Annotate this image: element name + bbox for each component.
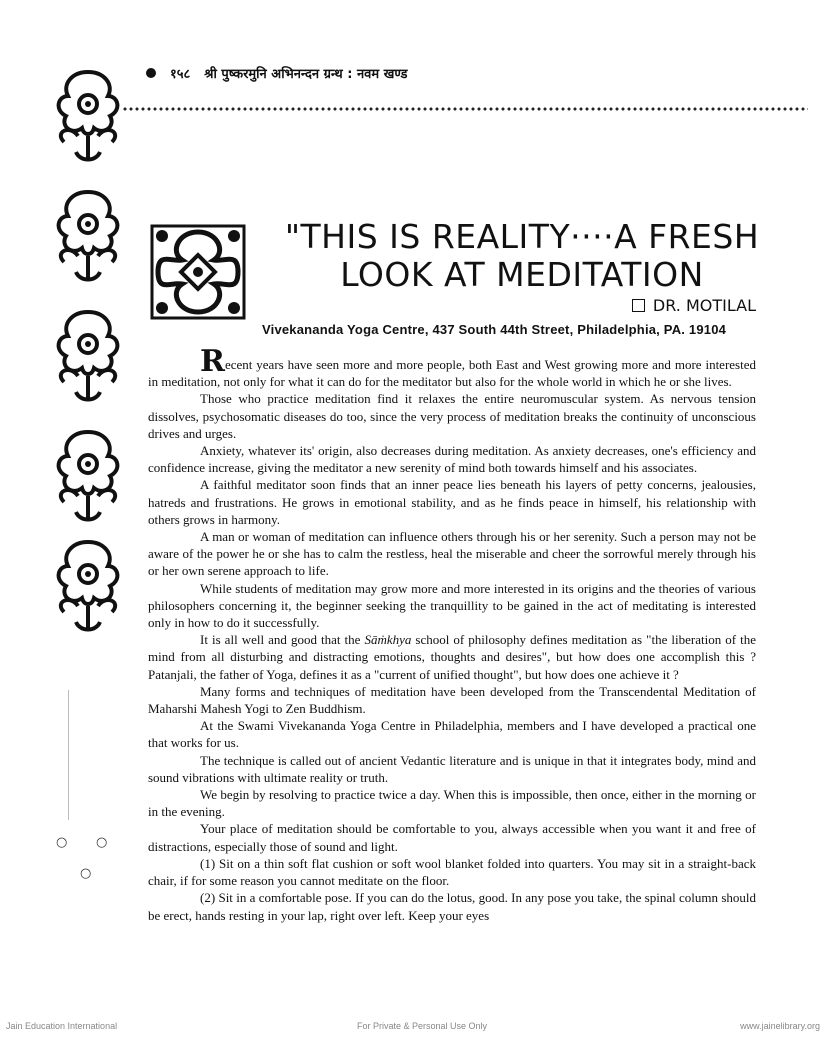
article-title	[262, 218, 782, 294]
paragraph: A man or woman of meditation can influence others through his or her serenity. Such a person may not be aware of the power he or she has to calm the restless, heal the miserable and cheer the sorrowful merely through his or her own serene approach to life.	[148, 529, 756, 579]
paragraph: At the Swami Vivekananda Yoga Centre in Philadelphia, members and I have developed a practical one that works for us.	[148, 718, 756, 751]
drop-cap: R	[200, 344, 225, 379]
scan-mark-line	[68, 690, 69, 820]
paragraph: While students of meditation may grow more and more interested in its origins and the theories of various philosophers concerning it, the beginner seeking the tranquillity to be gained in the act of meditating is interested only in how to do it successfully.	[148, 580, 756, 631]
page-header	[146, 58, 407, 88]
square-outline-icon	[632, 299, 645, 312]
article-body	[148, 344, 756, 924]
dotted-divider	[122, 106, 808, 112]
paragraph: Anxiety, whatever its' origin, also decreases during meditation. As anxiety decreases, one's efficiency and confidence increase, giving the meditator a new serenity of mind both towards himself and his associates.	[148, 443, 756, 476]
author-line	[632, 296, 756, 315]
paragraph: We begin by resolving to practice twice a day. When this is impossible, then once, either in the morning or in the evening.	[148, 787, 756, 820]
binding-hole-icon: ○	[96, 835, 108, 850]
paragraph: (2) Sit in a comfortable pose. If you can do the lotus, good. In any pose you take, the spinal column should be erect, hands resting in your lap, right over left. Keep your eyes	[148, 890, 756, 923]
paragraph: Many forms and techniques of meditation have been developed from the Transcendental Meditation of Maharshi Mahesh Yogi to Zen Buddhism.	[148, 683, 756, 717]
footer-right: www.jainelibrary.org	[740, 1021, 820, 1031]
affiliation: Vivekananda Yoga Centre, 437 South 44th Street, Philadelphia, PA. 19104	[262, 322, 727, 337]
footer-left: Jain Education International	[6, 1021, 118, 1031]
samkhya-term: Sāṁkhya	[364, 632, 412, 648]
binding-hole-icon: ○	[56, 835, 68, 850]
paragraph: The technique is called out of ancient Vedantic literature and is unique in that it integrates body, mind and sound vibrations with ultimate reality or truth.	[148, 752, 756, 785]
author-name: DR. MOTILAL	[652, 296, 756, 315]
binding-hole-icon: ○	[80, 866, 92, 881]
title-line-1: "THIS IS REALITY····A FRESH	[284, 217, 760, 256]
paragraph: Your place of meditation should be comfortable to you, always accessible when you want it and free of distractions, especially those of sound and light.	[148, 821, 756, 854]
paragraph: A faithful meditator soon finds that an inner peace lies beneath his layers of petty concerns, jealousies, hatreds and frustrations. He grows in emotional stability, and as he finds peace in himself, his relationship with others grows in harmony.	[148, 477, 756, 527]
floral-border-icon	[50, 66, 126, 646]
paragraph: It is all well and good that the Sāṁkhya school of philosophy defines meditation as "the liberation of the mind from all disturbing and distracting emotions, thoughts and desires", but how does one accomplish this ? Patanjali, the father of Yoga, defines it as a "current of unified thought", but how does one achieve it ?	[148, 632, 756, 682]
title-line-2: LOOK AT MEDITATION	[340, 255, 704, 294]
floral-ornament-icon	[148, 222, 248, 322]
page-footer	[0, 1021, 828, 1037]
page-number: १५८	[170, 67, 191, 82]
bullet-icon	[146, 68, 156, 78]
book-title: श्री पुष्करमुनि अभिनन्दन ग्रन्थ : नवम खण्ड	[204, 67, 408, 82]
paragraph: (1) Sit on a thin soft flat cushion or soft wool blanket folded into quarters. You may sit in a straight-back chair, if for some reason you cannot meditate on the floor.	[148, 855, 756, 889]
footer-center: For Private & Personal Use Only	[357, 1021, 488, 1031]
paragraph: Recent years have seen more and more people, both East and West growing more and more interested in meditation, not only for what it can do for the meditator but also for the whole world in which he or she lives.	[148, 344, 756, 390]
paragraph: Those who practice meditation find it relaxes the entire neuromuscular system. As nervous tension dissolves, psychosomatic diseases do too, since the very process of meditation breaks the continuity of unconscious drives and urges.	[148, 391, 756, 441]
